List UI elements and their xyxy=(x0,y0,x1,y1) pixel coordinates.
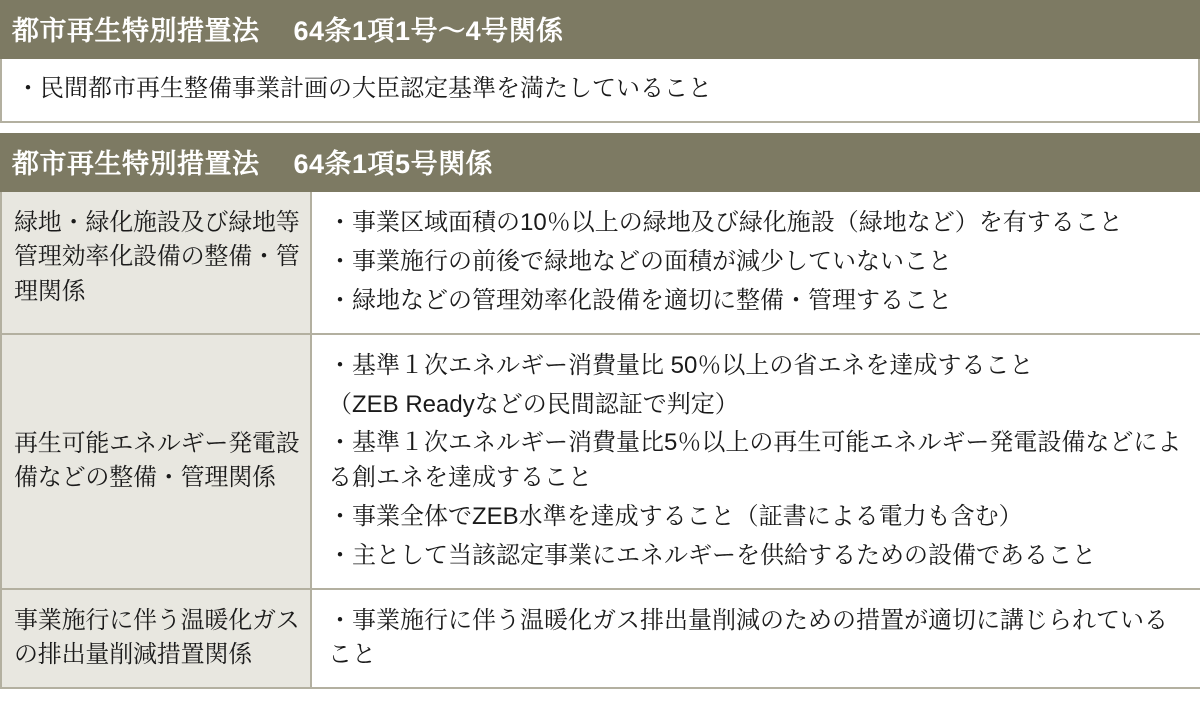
list-item: ・事業施行の前後で緑地などの面積が減少していないこと xyxy=(328,248,952,276)
section-gap xyxy=(0,123,1200,133)
list-item-continuation: （ZEB Readyなどの民間認証で判定） xyxy=(328,390,739,418)
section-header-2 xyxy=(0,133,1200,192)
row-items xyxy=(311,192,1200,333)
criteria-table xyxy=(0,192,1200,689)
section-1-law: 都市再生特別措置法 xyxy=(12,16,260,46)
list-item: ・事業全体でZEB水準を達成すること（証書による電力も含む） xyxy=(328,502,1023,530)
row-items xyxy=(311,589,1200,689)
row-category: 事業施行に伴う温暖化ガスの排出量削減措置関係 xyxy=(1,589,311,689)
list-item: ・事業区域面積の10％以上の緑地及び緑化施設（緑地など）を有すること xyxy=(328,209,1123,237)
table-row xyxy=(1,192,1200,333)
list-item: ・緑地などの管理効率化設備を適切に整備・管理すること xyxy=(328,286,952,314)
table-row xyxy=(1,334,1200,589)
section-2-law: 都市再生特別措置法 xyxy=(12,149,260,180)
section-1-article: 64条1項1号〜4号関係 xyxy=(293,16,564,46)
row-category: 緑地・緑化施設及び緑地等管理効率化設備の整備・管理関係 xyxy=(1,192,311,333)
list-item: ・事業施行に伴う温暖化ガス排出量削減のための措置が適切に講じられていること xyxy=(328,606,1168,669)
section-header-1 xyxy=(0,0,1200,59)
list-item: ・基準１次エネルギー消費量比 50％以上の省エネを達成すること xyxy=(328,351,1034,379)
row-category: 再生可能エネルギー発電設備などの整備・管理関係 xyxy=(1,334,311,589)
table-row xyxy=(1,589,1200,689)
row-items xyxy=(311,334,1200,589)
list-item: ・基準１次エネルギー消費量比5％以上の再生可能エネルギー発電設備などによる創エネを達成すること xyxy=(328,429,1182,492)
section-2-article: 64条1項5号関係 xyxy=(293,149,494,180)
list-item: ・主として当該認定事業にエネルギーを供給するための設備であること xyxy=(328,541,1096,569)
section-1-content: ・民間都市再生整備事業計画の大臣認定基準を満たしていること xyxy=(0,59,1200,123)
